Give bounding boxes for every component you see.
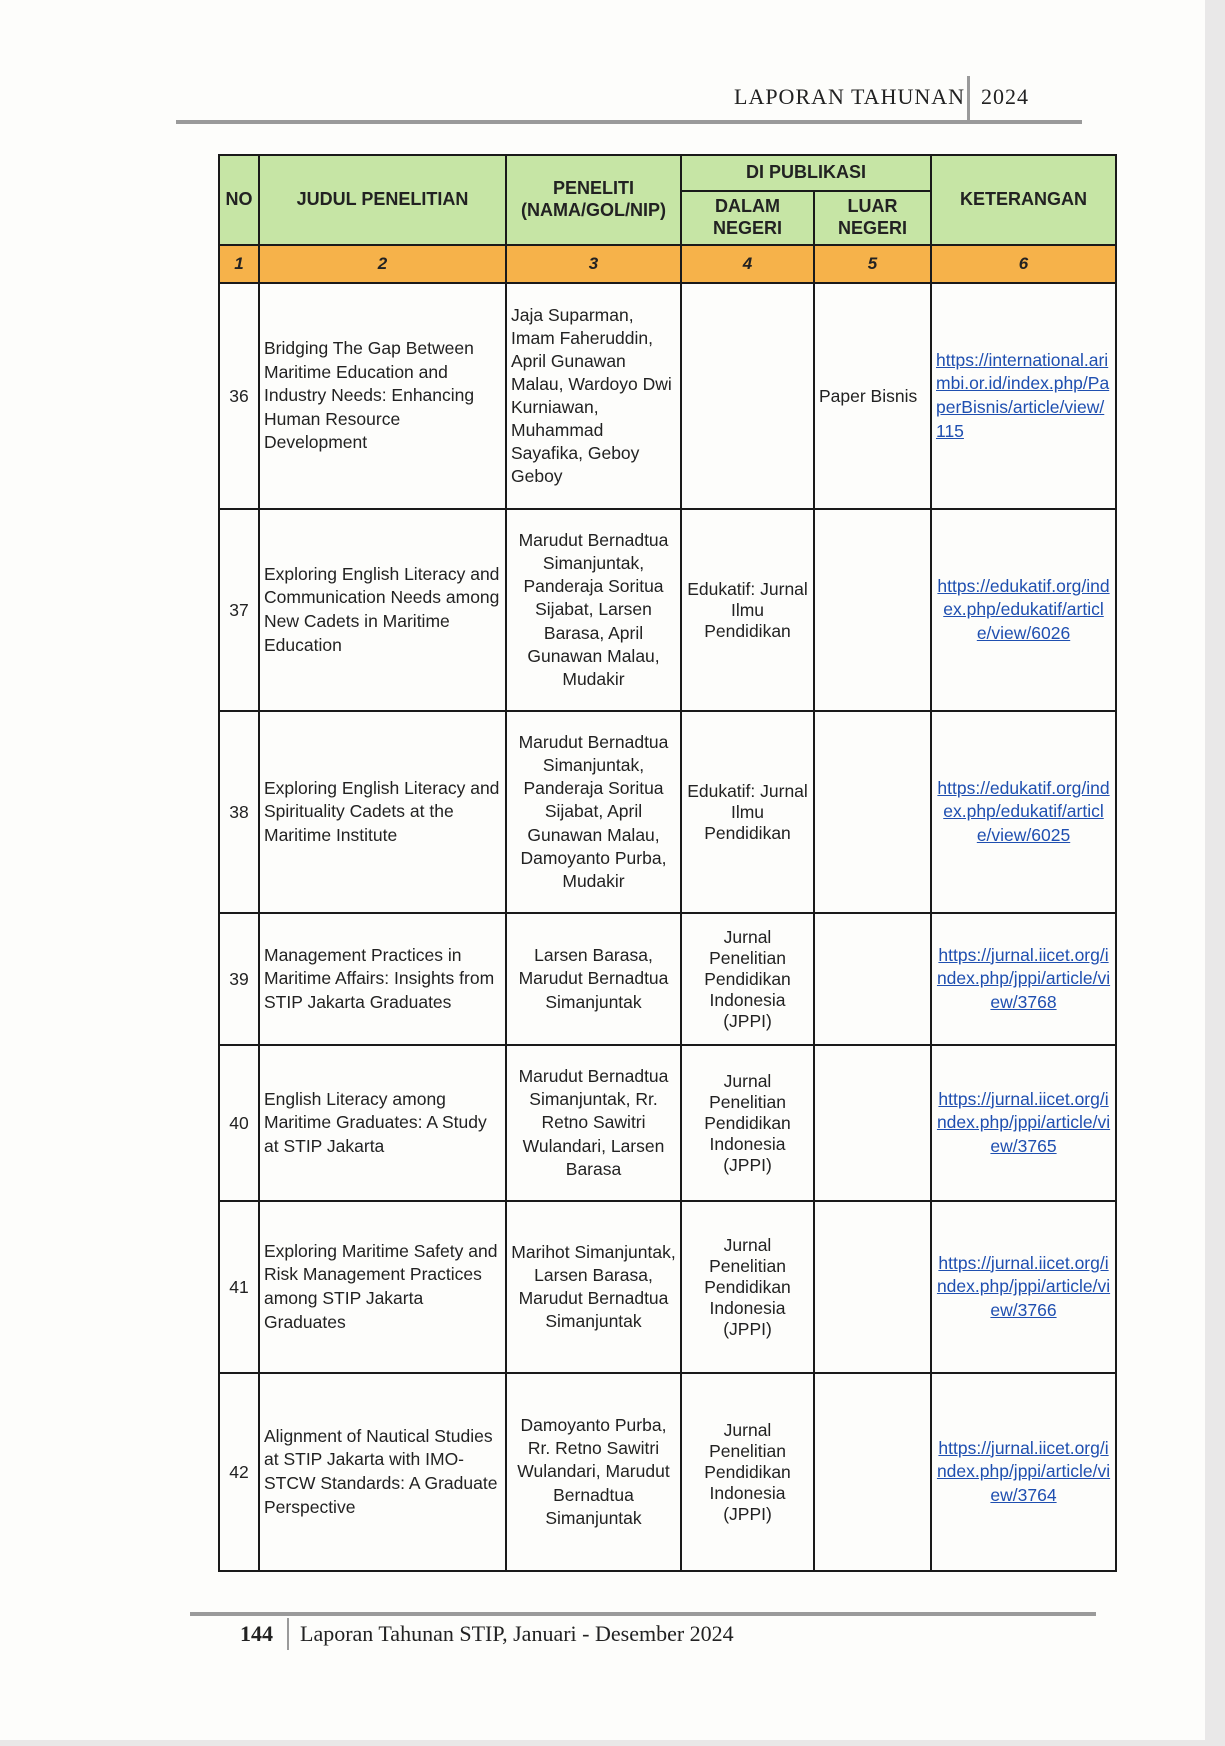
header-no: NO xyxy=(219,155,259,245)
column-number: 4 xyxy=(681,245,814,283)
row-number: 38 xyxy=(219,711,259,913)
research-authors: Marudut Bernadtua Simanjuntak, Rr. Retno Sawitri Wulandari, Larsen Barasa xyxy=(506,1045,681,1201)
header-year: 2024 xyxy=(981,84,1029,109)
research-title: English Literacy among Maritime Graduates: A Study at STIP Jakarta xyxy=(259,1045,506,1201)
row-number: 41 xyxy=(219,1201,259,1373)
research-authors: Marudut Bernadtua Simanjuntak, Panderaja Soritua Sijabat, Larsen Barasa, April Gunawan Malau, Mudakir xyxy=(506,509,681,711)
header-rule xyxy=(176,120,1082,124)
published-international xyxy=(814,711,931,913)
research-title: Bridging The Gap Between Maritime Education and Industry Needs: Enhancing Human Resource Development xyxy=(259,283,506,509)
column-number: 2 xyxy=(259,245,506,283)
published-domestic: Edukatif: Jurnal Ilmu Pendidikan xyxy=(681,711,814,913)
article-link[interactable]: https://jurnal.iicet.org/index.php/jppi/article/view/3764 xyxy=(936,1437,1111,1505)
column-number: 1 xyxy=(219,245,259,283)
table-row xyxy=(219,913,1116,1045)
header-publikasi: DI PUBLIKASI xyxy=(681,155,931,191)
row-number: 40 xyxy=(219,1045,259,1201)
research-authors: Damoyanto Purba, Rr. Retno Sawitri Wulandari, Marudut Bernadtua Simanjuntak xyxy=(506,1373,681,1571)
header-judul: JUDUL PENELITIAN xyxy=(259,155,506,245)
row-number: 36 xyxy=(219,283,259,509)
link-cell xyxy=(931,1201,1116,1373)
article-link[interactable]: https://edukatif.org/index.php/edukatif/article/view/6025 xyxy=(937,777,1110,845)
published-international: Paper Bisnis xyxy=(814,283,931,509)
article-link[interactable]: https://edukatif.org/index.php/edukatif/article/view/6026 xyxy=(937,575,1110,643)
column-number: 3 xyxy=(506,245,681,283)
published-domestic xyxy=(681,283,814,509)
published-domestic: Jurnal Penelitian Pendidikan Indonesia (JPPI) xyxy=(681,1373,814,1571)
header-keterangan: KETERANGAN xyxy=(931,155,1116,245)
header-peneliti: PENELITI (NAMA/GOL/NIP) xyxy=(506,155,681,245)
header-luar-negeri: LUAR NEGERI xyxy=(814,191,931,245)
article-link[interactable]: https://jurnal.iicet.org/index.php/jppi/article/view/3768 xyxy=(936,944,1111,1012)
link-cell xyxy=(931,509,1116,711)
research-title: Alignment of Nautical Studies at STIP Jakarta with IMO-STCW Standards: A Graduate Perspective xyxy=(259,1373,506,1571)
footer-separator xyxy=(287,1618,289,1650)
published-international xyxy=(814,913,931,1045)
row-number: 37 xyxy=(219,509,259,711)
article-link[interactable]: https://jurnal.iicet.org/index.php/jppi/article/view/3765 xyxy=(936,1088,1111,1156)
research-title: Management Practices in Maritime Affairs: Insights from STIP Jakarta Graduates xyxy=(259,913,506,1045)
link-cell xyxy=(931,1373,1116,1571)
table-row xyxy=(219,283,1116,509)
footer-rule xyxy=(190,1612,1096,1616)
row-number: 39 xyxy=(219,913,259,1045)
link-cell xyxy=(931,711,1116,913)
table-row xyxy=(219,1045,1116,1201)
published-domestic: Jurnal Penelitian Pendidikan Indonesia (JPPI) xyxy=(681,1201,814,1373)
article-link[interactable]: https://jurnal.iicet.org/index.php/jppi/article/view/3766 xyxy=(936,1252,1111,1320)
research-title: Exploring Maritime Safety and Risk Management Practices among STIP Jakarta Graduates xyxy=(259,1201,506,1373)
published-international xyxy=(814,1201,931,1373)
column-number: 6 xyxy=(931,245,1116,283)
published-international xyxy=(814,1045,931,1201)
research-authors: Marudut Bernadtua Simanjuntak, Panderaja Soritua Sijabat, April Gunawan Malau, Damoyanto Purba, Mudakir xyxy=(506,711,681,913)
research-title: Exploring English Literacy and Spirituality Cadets at the Maritime Institute xyxy=(259,711,506,913)
header-separator xyxy=(967,76,970,120)
table-row xyxy=(219,1201,1116,1373)
link-cell xyxy=(931,1045,1116,1201)
published-domestic: Jurnal Penelitian Pendidikan Indonesia (JPPI) xyxy=(681,913,814,1045)
research-title: Exploring English Literacy and Communication Needs among New Cadets in Maritime Education xyxy=(259,509,506,711)
article-link[interactable]: https://international.arimbi.or.id/index.php/PaperBisnis/article/view/115 xyxy=(936,349,1110,441)
header-dalam-negeri: DALAM NEGERI xyxy=(681,191,814,245)
row-number: 42 xyxy=(219,1373,259,1571)
research-table xyxy=(218,154,1117,1572)
page-number: 144 xyxy=(240,1621,273,1646)
link-cell xyxy=(931,913,1116,1045)
research-authors: Jaja Suparman, Imam Faheruddin, April Gunawan Malau, Wardoyo Dwi Kurniawan, Muhammad Sayafika, Geboy Geboy xyxy=(506,283,681,509)
column-number: 5 xyxy=(814,245,931,283)
table-row xyxy=(219,509,1116,711)
table-row xyxy=(219,711,1116,913)
link-cell xyxy=(931,283,1116,509)
research-authors: Marihot Simanjuntak, Larsen Barasa, Marudut Bernadtua Simanjuntak xyxy=(506,1201,681,1373)
published-international xyxy=(814,509,931,711)
research-authors: Larsen Barasa, Marudut Bernadtua Simanjuntak xyxy=(506,913,681,1045)
footer-text: Laporan Tahunan STIP, Januari - Desember 2024 xyxy=(300,1621,734,1646)
table-row xyxy=(219,1373,1116,1571)
header-title: LAPORAN TAHUNAN xyxy=(734,84,966,109)
published-domestic: Edukatif: Jurnal Ilmu Pendidikan xyxy=(681,509,814,711)
published-international xyxy=(814,1373,931,1571)
published-domestic: Jurnal Penelitian Pendidikan Indonesia (JPPI) xyxy=(681,1045,814,1201)
